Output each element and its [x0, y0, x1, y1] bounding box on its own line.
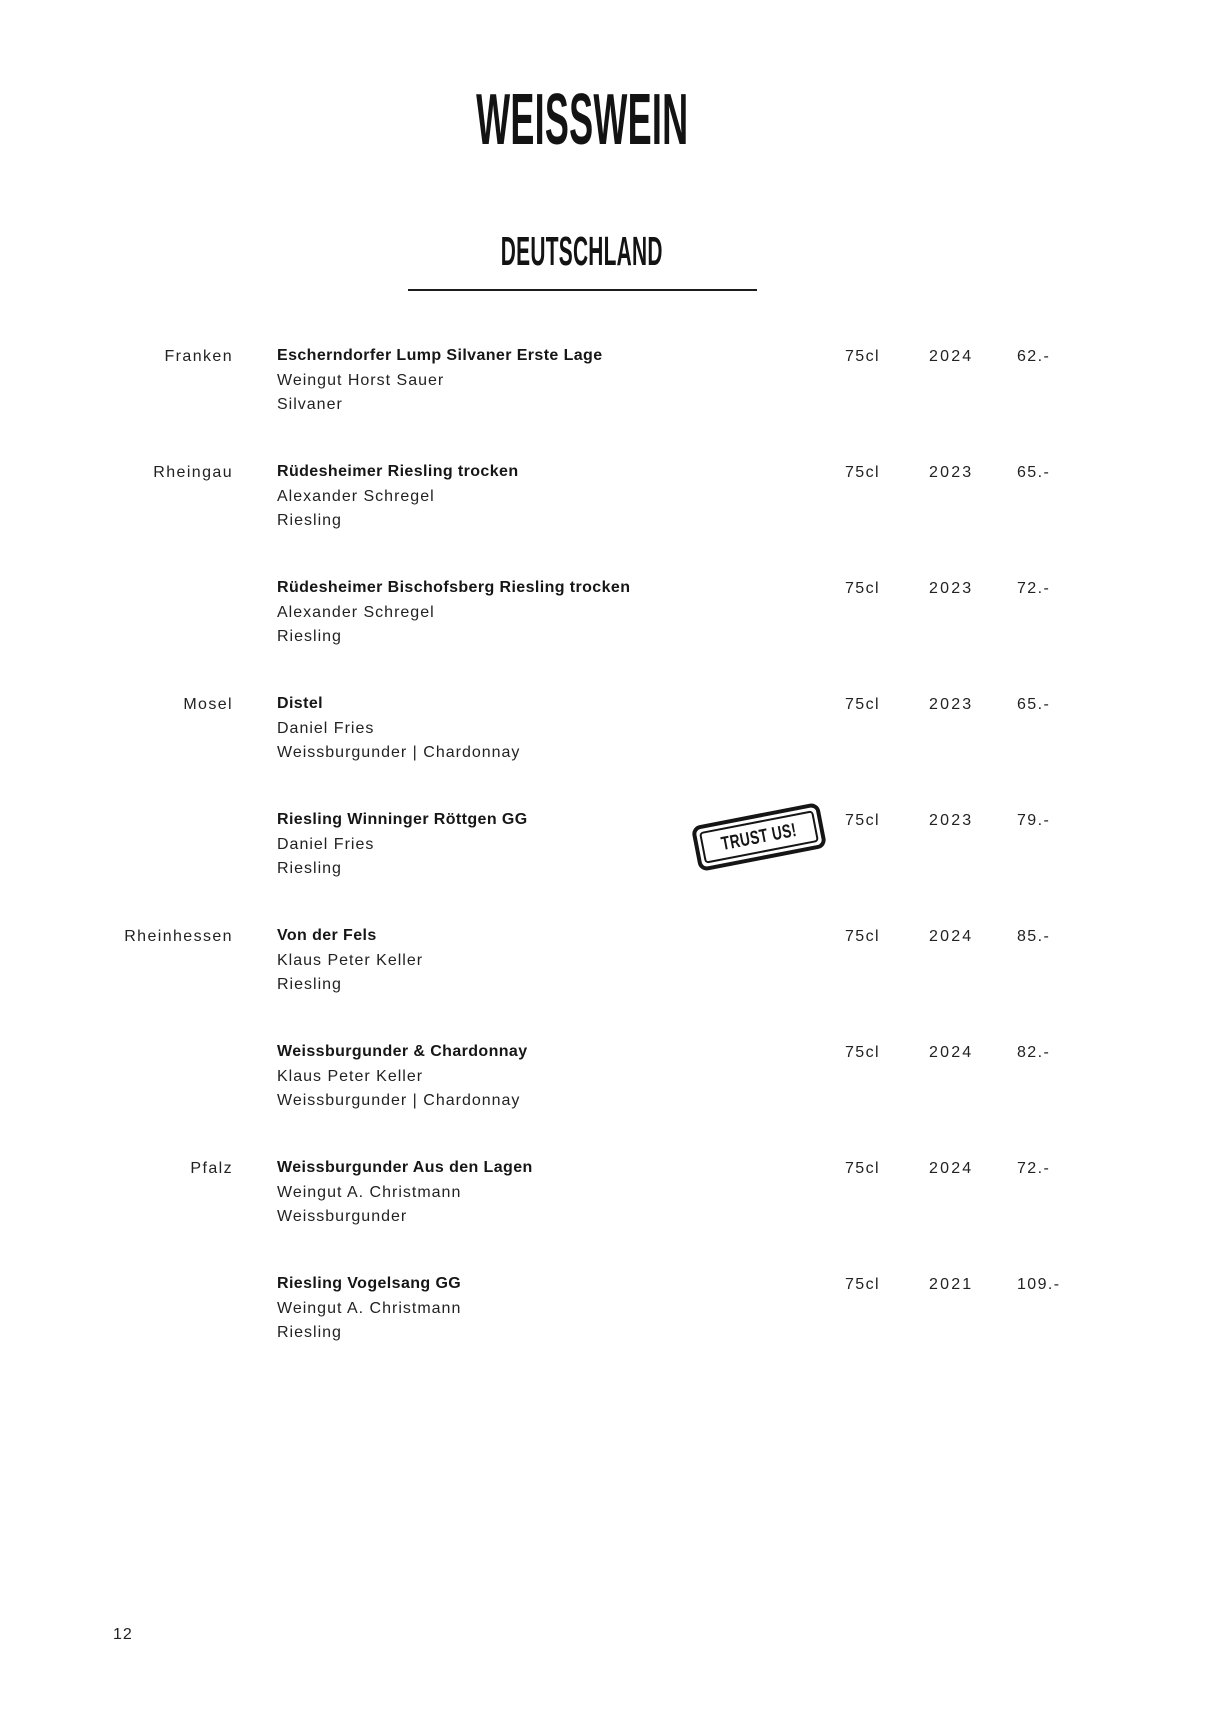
price: 65.-	[1017, 464, 1051, 481]
wine-grapes: Weissburgunder | Chardonnay	[277, 1092, 521, 1109]
trust-us-stamp-label: TRUST US!	[719, 819, 799, 855]
vintage-year: 2024	[929, 1044, 974, 1061]
vintage-year: 2023	[929, 580, 974, 597]
wine-name: Rüdesheimer Bischofsberg Riesling trocken	[277, 579, 631, 596]
wine-grapes: Riesling	[277, 628, 342, 645]
wine-region: Rheingau	[153, 464, 233, 481]
page-title	[0, 80, 1164, 160]
vintage-year: 2023	[929, 696, 974, 713]
wine-grapes: Silvaner	[277, 396, 343, 413]
wine-name: Weissburgunder & Chardonnay	[277, 1043, 528, 1060]
wine-row	[0, 924, 1222, 1040]
wine-name: Weissburgunder Aus den Lagen	[277, 1159, 533, 1176]
section-underline	[408, 289, 757, 291]
wine-grapes: Riesling	[277, 860, 342, 877]
wine-row	[0, 460, 1222, 576]
wine-grapes: Weissburgunder	[277, 1208, 408, 1225]
vintage-year: 2024	[929, 1160, 974, 1177]
wine-row	[0, 1272, 1222, 1388]
vintage-year: 2023	[929, 812, 974, 829]
price: 72.-	[1017, 1160, 1051, 1177]
wine-producer: Daniel Fries	[277, 835, 375, 853]
wine-name: Von der Fels	[277, 927, 377, 944]
wine-name: Escherndorfer Lump Silvaner Erste Lage	[277, 347, 603, 364]
bottle-size: 75cl	[845, 812, 880, 829]
wine-grapes: Riesling	[277, 1324, 342, 1341]
wine-producer: Weingut A. Christmann	[277, 1299, 462, 1317]
price: 62.-	[1017, 348, 1051, 365]
page-number: 12	[113, 1626, 133, 1643]
bottle-size: 75cl	[845, 928, 880, 945]
wine-row	[0, 344, 1222, 460]
wine-region: Franken	[164, 348, 233, 365]
wine-region: Rheinhessen	[124, 928, 233, 945]
bottle-size: 75cl	[845, 580, 880, 597]
wine-details	[277, 692, 837, 766]
wine-row	[0, 808, 1222, 924]
section-title-text: DEUTSCHLAND	[501, 228, 663, 274]
page-title-text: WEISSWEIN	[475, 80, 689, 160]
bottle-size: 75cl	[845, 1160, 880, 1177]
wine-region: Pfalz	[190, 1160, 233, 1177]
wine-name: Riesling Vogelsang GG	[277, 1275, 462, 1292]
wine-region: Mosel	[183, 696, 233, 713]
wine-row	[0, 692, 1222, 808]
wine-grapes: Riesling	[277, 976, 342, 993]
price: 109.-	[1017, 1276, 1061, 1293]
wine-details	[277, 1040, 837, 1114]
wine-name: Riesling Winninger Röttgen GG	[277, 811, 528, 828]
vintage-year: 2024	[929, 928, 974, 945]
price: 79.-	[1017, 812, 1051, 829]
vintage-year: 2024	[929, 348, 974, 365]
wine-producer: Klaus Peter Keller	[277, 951, 424, 969]
wine-producer: Weingut Horst Sauer	[277, 371, 445, 389]
wine-name: Distel	[277, 695, 323, 712]
bottle-size: 75cl	[845, 1276, 880, 1293]
wine-producer: Klaus Peter Keller	[277, 1067, 424, 1085]
price: 85.-	[1017, 928, 1051, 945]
wine-producer: Daniel Fries	[277, 719, 375, 737]
wine-name: Rüdesheimer Riesling trocken	[277, 463, 519, 480]
bottle-size: 75cl	[845, 348, 880, 365]
price: 72.-	[1017, 580, 1051, 597]
wine-producer: Alexander Schregel	[277, 487, 435, 505]
wine-grapes: Weissburgunder | Chardonnay	[277, 744, 521, 761]
wine-details	[277, 1272, 837, 1346]
wine-details	[277, 576, 837, 650]
wine-details	[277, 924, 837, 998]
wine-grapes: Riesling	[277, 512, 342, 529]
wine-producer: Alexander Schregel	[277, 603, 435, 621]
wine-producer: Weingut A. Christmann	[277, 1183, 462, 1201]
wine-details	[277, 460, 837, 534]
wine-row	[0, 1156, 1222, 1272]
vintage-year: 2021	[929, 1276, 974, 1293]
wine-details	[277, 344, 837, 418]
wine-row	[0, 576, 1222, 692]
wine-details	[277, 1156, 837, 1230]
bottle-size: 75cl	[845, 696, 880, 713]
bottle-size: 75cl	[845, 464, 880, 481]
price: 82.-	[1017, 1044, 1051, 1061]
bottle-size: 75cl	[845, 1044, 880, 1061]
price: 65.-	[1017, 696, 1051, 713]
section-title	[0, 228, 1164, 274]
wine-row	[0, 1040, 1222, 1156]
vintage-year: 2023	[929, 464, 974, 481]
